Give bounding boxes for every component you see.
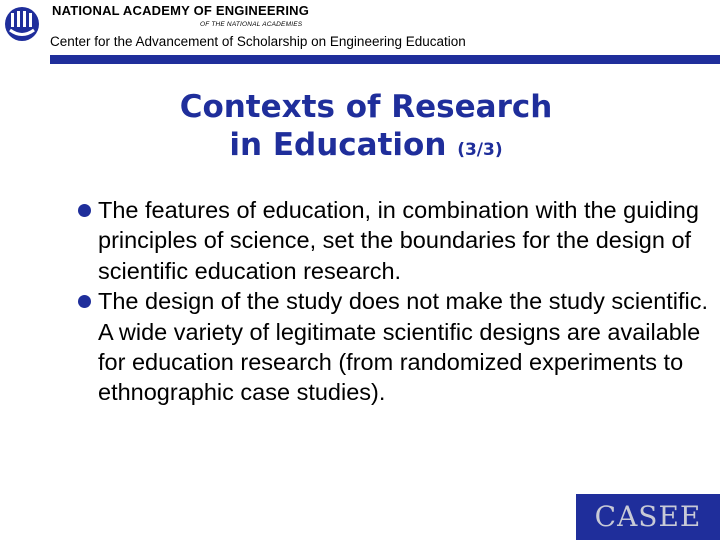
org-subtitle: OF THE NATIONAL ACADEMIES <box>200 21 303 28</box>
bullet-dot-icon <box>78 204 91 217</box>
bullet-item <box>78 286 718 408</box>
bullet-dot-icon <box>78 295 91 308</box>
title-line-2 <box>0 126 720 169</box>
bullet-text: The features of education, in combination with the guiding principles of science, set the boundaries for the design of scientific education research. <box>98 197 699 284</box>
bullet-item <box>78 195 718 286</box>
title-line-1: Contexts of Research <box>179 89 553 125</box>
title-line-2-text: in Education <box>229 127 447 163</box>
slide-title <box>0 88 720 169</box>
nae-logo-icon <box>4 4 40 44</box>
bullet-list <box>78 195 718 408</box>
header-rule <box>50 55 720 64</box>
casee-logo: CASEE <box>576 494 720 540</box>
center-name: Center for the Advancement of Scholarship on Engineering Education <box>50 34 466 49</box>
org-name: NATIONAL ACADEMY OF ENGINEERING <box>52 3 310 18</box>
bullet-text: The design of the study does not make the study scientific. A wide variety of legitimate scientific designs are available for education research (from randomized experiments to ethnographic case studies). <box>98 288 709 406</box>
title-part-number: (3/3) <box>457 140 503 160</box>
